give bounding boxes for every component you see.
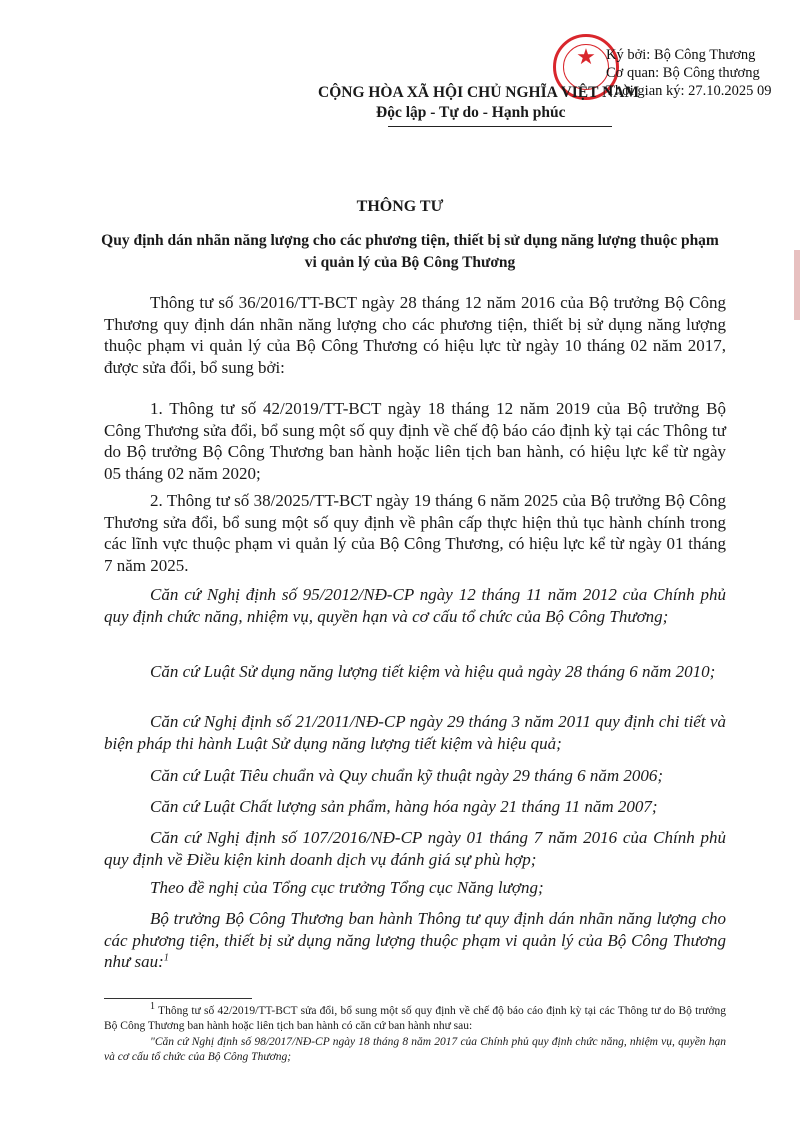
document-subtitle: Quy định dán nhãn năng lượng cho các phương tiện, thiết bị sử dụng năng lượng thuộc phạm vi quản lý của Bộ Công Thương bbox=[101, 232, 719, 271]
legal-basis-4: Căn cứ Luật Tiêu chuẩn và Quy chuẩn kỹ thuật ngày 29 tháng 6 năm 2006; bbox=[150, 766, 664, 785]
footnote-separator bbox=[104, 998, 252, 999]
signature-signed-by: Ký bởi: Bộ Công Thương bbox=[606, 47, 756, 63]
national-title: CỘNG HÒA XÃ HỘI CHỦ NGHĨA VIỆT NAM bbox=[318, 84, 640, 101]
national-motto: Độc lập - Tự do - Hạnh phúc bbox=[376, 104, 566, 121]
footnote-text: Thông tư số 42/2019/TT-BCT sửa đổi, bổ sung một số quy định về chế độ báo cáo định kỳ tại các Thông tư do Bộ trưởng Bộ Công Thương ban hành hoặc liên tịch ban hành có căn cứ ban hành như sau: bbox=[104, 1005, 726, 1032]
legal-basis-6: Căn cứ Nghị định số 107/2016/NĐ-CP ngày 01 tháng 7 năm 2016 của Chính phủ quy định về Điều kiện kinh doanh dịch vụ đánh giá sự phù hợp; bbox=[104, 828, 726, 869]
signature-time: Thời gian ký: 27.10.2025 09 bbox=[606, 83, 772, 99]
scan-edge-mark bbox=[794, 250, 800, 320]
footnote-reference[interactable]: 1 bbox=[163, 952, 169, 964]
signature-agency: Cơ quan: Bộ Công thương bbox=[606, 65, 760, 81]
legal-basis-1: Căn cứ Nghị định số 95/2012/NĐ-CP ngày 12 tháng 11 năm 2012 của Chính phủ quy định chức năng, nhiệm vụ, quyền hạn và cơ cấu tổ chức của Bộ Công Thương; bbox=[104, 585, 726, 626]
legal-basis-3: Căn cứ Nghị định số 21/2011/NĐ-CP ngày 29 tháng 3 năm 2011 quy định chi tiết và biện pháp thi hành Luật Sử dụng năng lượng tiết kiệm và hiệu quả; bbox=[104, 712, 726, 753]
document-type: THÔNG TƯ bbox=[356, 198, 444, 215]
amendment-1-paragraph: 1. Thông tư số 42/2019/TT-BCT ngày 18 tháng 12 năm 2019 của Bộ trưởng Bộ Công Thương sửa đổi, bổ sung một số quy định về chế độ báo cáo định kỳ tại các Thông tư do Bộ trưởng Bộ Công Thương ban hành hoặc liên tịch ban hành, có hiệu lực kể từ ngày 05 tháng 02 năm 2020; bbox=[104, 399, 726, 483]
issuance-text: Bộ trưởng Bộ Công Thương ban hành Thông tư quy định dán nhãn năng lượng cho các phương tiện, thiết bị sử dụng năng lượng thuộc phạm vi quản lý của Bộ Công Thương như sau: bbox=[104, 909, 726, 971]
motto-underline bbox=[388, 126, 612, 127]
legal-basis-5: Căn cứ Luật Chất lượng sản phẩm, hàng hóa ngày 21 tháng 11 năm 2007; bbox=[150, 797, 658, 816]
footnote-quote: "Căn cứ Nghị định số 98/2017/NĐ-CP ngày 18 tháng 8 năm 2017 của Chính phủ quy định chức năng, nhiệm vụ, quyền hạn và cơ cấu tổ chức của Bộ Công Thương; bbox=[104, 1036, 726, 1063]
amendment-2-paragraph: 2. Thông tư số 38/2025/TT-BCT ngày 19 tháng 6 năm 2025 của Bộ trưởng Bộ Công Thương sửa đổi, bổ sung một số quy định về phân cấp thực hiện thủ tục hành chính trong các lĩnh vực thuộc phạm vi quản lý của Bộ Công Thương, có hiệu lực kể từ ngày 01 tháng 7 năm 2025. bbox=[104, 491, 726, 575]
proposal-paragraph: Theo đề nghị của Tổng cục trưởng Tổng cục Năng lượng; bbox=[150, 878, 544, 897]
footnote-1 bbox=[104, 1001, 726, 1034]
official-seal-icon: ★ bbox=[553, 34, 619, 100]
issuance-paragraph bbox=[104, 908, 726, 973]
intro-paragraph: Thông tư số 36/2016/TT-BCT ngày 28 tháng 12 năm 2016 của Bộ trưởng Bộ Công Thương quy định dán nhãn năng lượng cho các phương tiện, thiết bị sử dụng năng lượng thuộc phạm vi quản lý của Bộ Công Thương có hiệu lực từ ngày 10 tháng 02 năm 2017, được sửa đổi, bổ sung bởi: bbox=[104, 293, 726, 377]
footnote-marker: 1 bbox=[150, 1001, 155, 1013]
legal-basis-2: Căn cứ Luật Sử dụng năng lượng tiết kiệm và hiệu quả ngày 28 tháng 6 năm 2010; bbox=[150, 662, 716, 681]
